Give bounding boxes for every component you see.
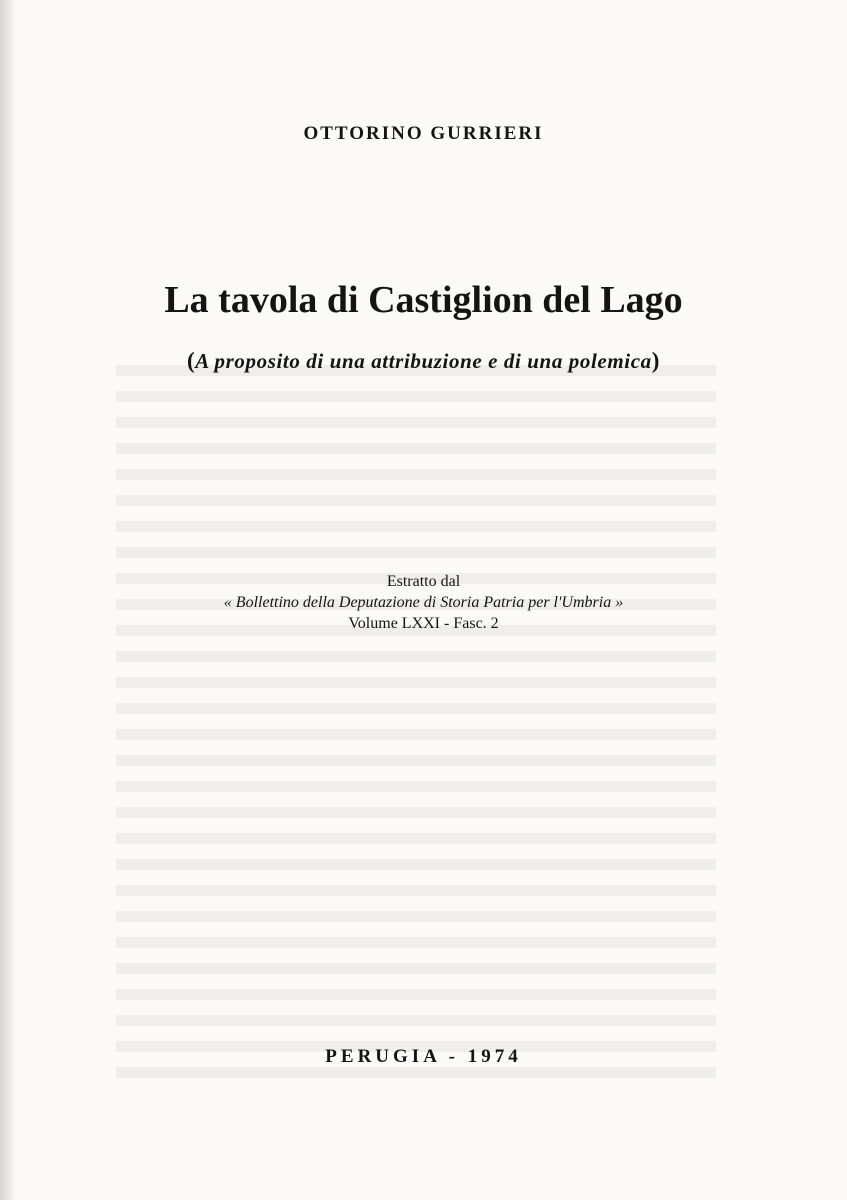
subtitle-close-paren: )	[651, 348, 660, 373]
subtitle-text: A proposito di una attribuzione e di una polemica	[195, 349, 652, 373]
subtitle-open-paren: (	[186, 348, 196, 373]
extract-line-1: Estratto dal	[386, 573, 461, 590]
extract-line-3: Volume LXXI - Fasc. 2	[348, 615, 499, 632]
document-title: La tavola di Castiglion del Lago	[164, 279, 683, 321]
author-name: OTTORINO GURRIERI	[303, 123, 544, 144]
document-subtitle	[0, 348, 847, 374]
extract-line-2: « Bollettino della Deputazione di Storia Patria per l'Umbria »	[223, 594, 624, 611]
extract-info	[0, 571, 847, 634]
bleed-through-texture	[116, 365, 716, 1085]
imprint-place-year: PERUGIA - 1974	[325, 1046, 522, 1067]
